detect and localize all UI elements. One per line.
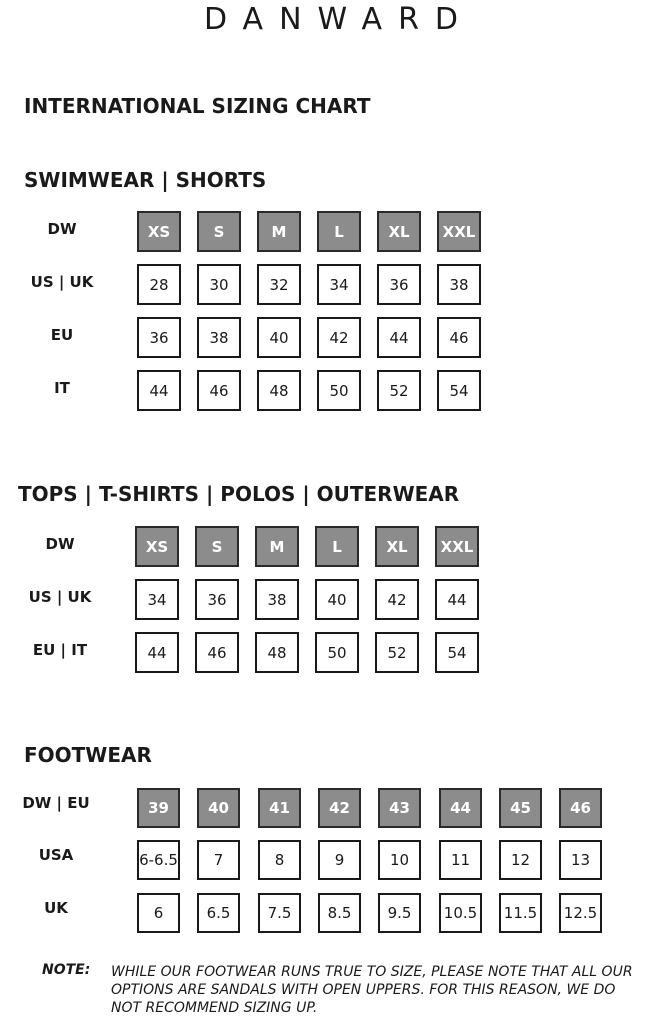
size-value-cell: 32: [257, 264, 301, 305]
size-value-cell: 38: [437, 264, 481, 305]
size-value-cell: 36: [137, 317, 181, 358]
size-value-cell: 6-6.5: [137, 840, 180, 880]
size-header-cell: XXL: [437, 211, 481, 252]
size-value-cell: 34: [317, 264, 361, 305]
row-label: UK: [44, 899, 68, 917]
size-header-cell: M: [255, 526, 299, 567]
size-value-cell: 38: [197, 317, 241, 358]
size-value-cell: 8.5: [318, 893, 361, 933]
size-value-cell: 9: [318, 840, 361, 880]
size-header-cell: 39: [137, 788, 180, 828]
size-value-cell: 11.5: [499, 893, 542, 933]
size-value-cell: 54: [437, 370, 481, 411]
size-value-cell: 44: [135, 632, 179, 673]
footwear-heading: FOOTWEAR: [24, 743, 152, 767]
row-label: EU | IT: [32, 641, 88, 659]
size-header-cell: XS: [135, 526, 179, 567]
size-header-cell: L: [317, 211, 361, 252]
size-value-cell: 28: [137, 264, 181, 305]
note-text: [111, 963, 656, 1017]
size-value-cell: 46: [437, 317, 481, 358]
size-header-cell: XL: [377, 211, 421, 252]
size-value-cell: 40: [257, 317, 301, 358]
brand-logo: DANWARD: [203, 2, 475, 37]
size-header-cell: M: [257, 211, 301, 252]
size-value-cell: 44: [377, 317, 421, 358]
size-header-cell: L: [315, 526, 359, 567]
size-header-cell: XXL: [435, 526, 479, 567]
size-value-cell: 6.5: [197, 893, 240, 933]
size-header-cell: 46: [559, 788, 602, 828]
size-header-cell: S: [197, 211, 241, 252]
size-value-cell: 10: [378, 840, 421, 880]
size-value-cell: 42: [317, 317, 361, 358]
size-header-cell: 41: [258, 788, 301, 828]
size-value-cell: 9.5: [378, 893, 421, 933]
size-value-cell: 34: [135, 579, 179, 620]
size-value-cell: 46: [197, 370, 241, 411]
size-value-cell: 36: [195, 579, 239, 620]
size-value-cell: 44: [137, 370, 181, 411]
size-value-cell: 40: [315, 579, 359, 620]
row-label: EU: [50, 326, 74, 344]
size-value-cell: 12: [499, 840, 542, 880]
size-value-cell: 8: [258, 840, 301, 880]
row-label: USA: [38, 846, 74, 864]
row-label: DW: [45, 535, 75, 553]
tops-heading: TOPS | T-SHIRTS | POLOS | OUTERWEAR: [18, 482, 460, 506]
size-value-cell: 48: [257, 370, 301, 411]
note-line: WHILE OUR FOOTWEAR RUNS TRUE TO SIZE, PLEASE NOTE THAT ALL OUR: [111, 964, 633, 980]
row-label: US | UK: [28, 588, 92, 606]
row-label: DW | EU: [22, 794, 90, 812]
size-value-cell: 38: [255, 579, 299, 620]
size-value-cell: 36: [377, 264, 421, 305]
size-value-cell: 13: [559, 840, 602, 880]
size-header-cell: S: [195, 526, 239, 567]
size-header-cell: 45: [499, 788, 542, 828]
note-line: OPTIONS ARE SANDALS WITH OPEN UPPERS. FOR THIS REASON, WE DO: [111, 982, 616, 998]
page-title: INTERNATIONAL SIZING CHART: [24, 94, 371, 118]
size-value-cell: 50: [315, 632, 359, 673]
size-value-cell: 42: [375, 579, 419, 620]
swimwear-heading: SWIMWEAR | SHORTS: [24, 168, 267, 192]
note-label: NOTE:: [42, 962, 91, 978]
size-value-cell: 7.5: [258, 893, 301, 933]
size-value-cell: 7: [197, 840, 240, 880]
size-value-cell: 52: [375, 632, 419, 673]
note-line: NOT RECOMMEND SIZING UP.: [111, 1000, 318, 1016]
size-value-cell: 44: [435, 579, 479, 620]
row-label: US | UK: [30, 273, 94, 291]
size-header-cell: XL: [375, 526, 419, 567]
size-value-cell: 11: [439, 840, 482, 880]
size-value-cell: 12.5: [559, 893, 602, 933]
row-label: DW: [47, 220, 77, 238]
row-label: IT: [54, 379, 70, 397]
size-value-cell: 52: [377, 370, 421, 411]
size-header-cell: 40: [197, 788, 240, 828]
size-header-cell: 43: [378, 788, 421, 828]
size-value-cell: 54: [435, 632, 479, 673]
size-value-cell: 46: [195, 632, 239, 673]
size-value-cell: 10.5: [439, 893, 482, 933]
size-value-cell: 50: [317, 370, 361, 411]
size-value-cell: 6: [137, 893, 180, 933]
size-value-cell: 48: [255, 632, 299, 673]
size-header-cell: 42: [318, 788, 361, 828]
size-value-cell: 30: [197, 264, 241, 305]
size-header-cell: 44: [439, 788, 482, 828]
size-header-cell: XS: [137, 211, 181, 252]
